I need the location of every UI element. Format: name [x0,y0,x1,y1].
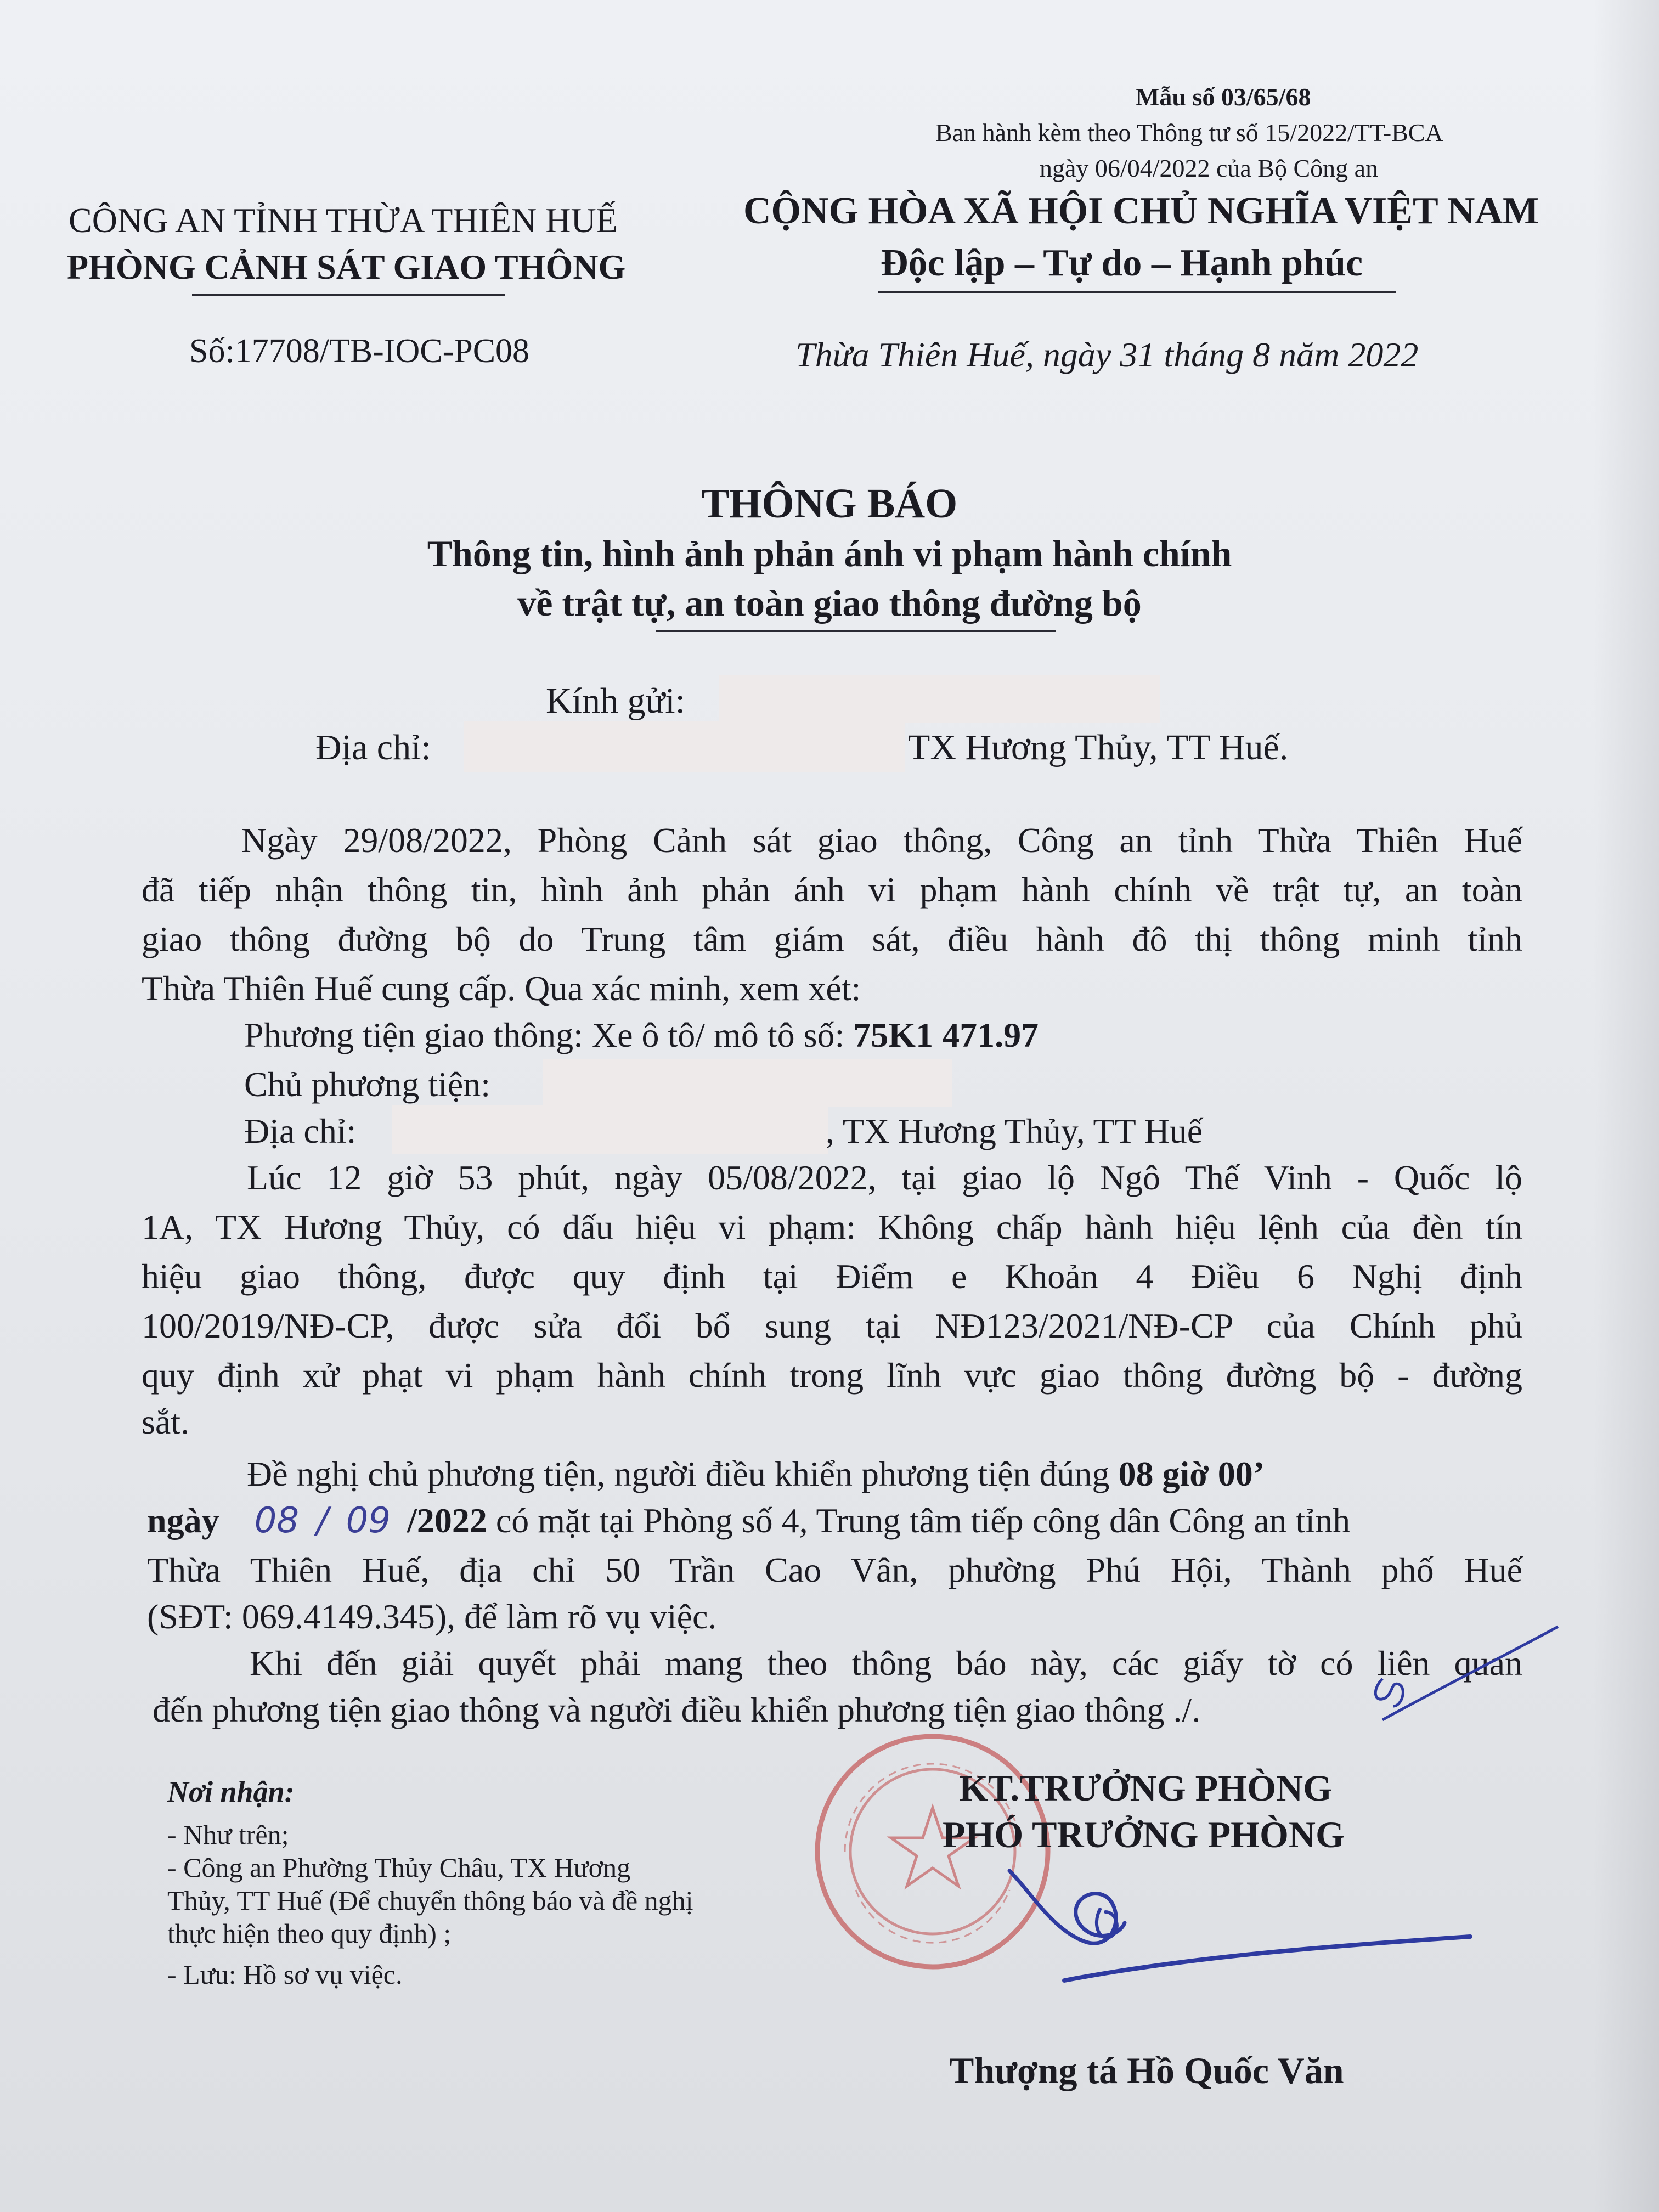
form-issuance-date: ngày 06/04/2022 của Bộ Công an [1040,154,1379,182]
owner-label: Chủ phương tiện: [244,1065,490,1104]
paragraph1-line2: đã tiếp nhận thông tin, hình ảnh phản ánh vi phạm hành chính về trật tự, an toàn [142,870,1522,909]
paragraph2-line1: Lúc 12 giờ 53 phút, ngày 05/08/2022, tại giao lộ Ngô Thế Vinh - Quốc lộ [247,1158,1522,1197]
recipients-title: Nơi nhận: [167,1775,295,1808]
page-shadow [1593,0,1659,2212]
paragraph1-line3: giao thông đường bộ do Trung tâm giám sát, điều hành đô thị thông minh tỉnh [142,919,1522,958]
subtitle-underline [656,630,1056,632]
issuing-agency: CÔNG AN TỈNH THỪA THIÊN HUẾ [69,201,618,240]
paragraph1-line1: Ngày 29/08/2022, Phòng Cảnh sát giao thông, Công an tỉnh Thừa Thiên Huế [241,821,1522,860]
document-title: THÔNG BÁO [701,481,958,527]
owner-address-tail: , TX Hương Thủy, TT Huế [826,1111,1203,1150]
form-number: Mẫu số 03/65/68 [1136,83,1311,111]
paragraph3-line2-rest: có mặt tại Phòng số 4, Trung tâm tiếp công dân Công an tỉnh [487,1501,1351,1540]
owner-address-label: Địa chỉ: [244,1111,357,1150]
handwritten-separator: / [317,1500,329,1541]
recipient-item-2-line1: - Công an Phường Thủy Châu, TX Hương [167,1852,631,1883]
paragraph3-line1 [247,1454,1265,1494]
signature-title-line1: KT.TRƯỞNG PHÒNG [959,1767,1332,1809]
redacted-recipient-address [464,721,905,772]
paragraph3-line4: (SĐT: 069.4149.345), để làm rõ vụ việc. [147,1597,717,1636]
place-and-date: Thừa Thiên Huế, ngày 31 tháng 8 năm 2022 [795,335,1419,374]
recipient-item-2-line2: Thủy, TT Huế (Để chuyển thông báo và đề nghị [167,1885,693,1916]
recipient-address-tail: TX Hương Thủy, TT Huế. [908,727,1289,768]
paragraph4-line2: đến phương tiện giao thông và người điều khiển phương tiện giao thông ./. [153,1690,1201,1729]
signer-name: Thượng tá Hồ Quốc Văn [949,2050,1344,2091]
paragraph1-line4: Thừa Thiên Huế cung cấp. Qua xác minh, xem xét: [142,969,861,1008]
document-subtitle-line1: Thông tin, hình ảnh phản ánh vi phạm hành chính [427,533,1232,574]
vehicle-label: Phương tiện giao thông: Xe ô tô/ mô tô số: [244,1015,854,1054]
paragraph2-line2: 1A, TX Hương Thủy, có dấu hiệu vi phạm: Không chấp hành hiệu lệnh của đèn tín [142,1207,1522,1246]
vehicle-info [244,1015,1039,1056]
redacted-recipient-name [719,675,1160,723]
paragraph2-line3: hiệu giao thông, được quy định tại Điểm e Khoản 4 Điều 6 Nghị định [142,1257,1522,1296]
signature-title-line2: PHÓ TRƯỞNG PHÒNG [943,1814,1345,1855]
department-underline [192,294,505,296]
vehicle-plate: 75K1 471.97 [853,1015,1039,1054]
recipient-item-1: - Như trên; [167,1819,289,1850]
handwritten-signature-icon [998,1860,1487,2013]
appointment-day-label: ngày [147,1501,219,1540]
recipient-item-2-line3: thực hiện theo quy định) ; [167,1918,452,1949]
paragraph3-line2 [147,1500,1350,1541]
paragraph2-line5: quy định xử phạt vi phạm hành chính trong lĩnh vực giao thông đường bộ - đường [142,1356,1522,1395]
document-number: Số:17708/TB-IOC-PC08 [189,332,530,370]
form-issuance-line: Ban hành kèm theo Thông tư số 15/2022/TT-BCA [935,119,1443,146]
issuing-department: PHÒNG CẢNH SÁT GIAO THÔNG [67,247,626,286]
document-subtitle-line2: về trật tự, an toàn giao thông đường bộ [517,582,1142,624]
redacted-owner-name [543,1059,952,1107]
handwritten-month: 09 [346,1500,391,1541]
appointment-time: 08 giờ 00’ [1118,1454,1265,1493]
motto-underline [878,291,1396,293]
paragraph2-line4: 100/2019/NĐ-CP, được sửa đổi bổ sung tại NĐ123/2021/NĐ-CP của Chính phủ [142,1306,1522,1345]
paragraph3-line1-text: Đề nghị chủ phương tiện, người điều khiển phương tiện đúng [247,1454,1119,1493]
redacted-owner-address [392,1105,828,1154]
national-title: CỘNG HÒA XÃ HỘI CHỦ NGHĨA VIỆT NAM [743,190,1539,232]
paragraph2-line6: sắt. [142,1402,190,1441]
greeting-label: Kính gửi: [546,681,685,721]
appointment-year: /2022 [407,1501,487,1540]
recipient-item-3: - Lưu: Hồ sơ vụ việc. [167,1959,403,1990]
handwritten-day: 08 [254,1500,300,1541]
pen-mark-icon [1361,1602,1580,1734]
paragraph4-line1: Khi đến giải quyết phải mang theo thông báo này, các giấy tờ có liên quan [250,1644,1522,1683]
recipient-address-label: Địa chỉ: [315,727,431,768]
paragraph3-line3: Thừa Thiên Huế, địa chỉ 50 Trần Cao Vân, phường Phú Hội, Thành phố Huế [147,1550,1522,1589]
national-motto: Độc lập – Tự do – Hạnh phúc [881,242,1363,284]
